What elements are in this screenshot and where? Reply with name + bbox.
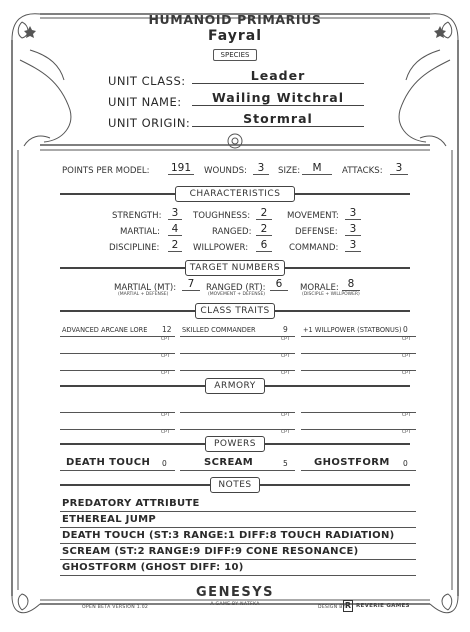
target-numbers-title: TARGET NUMBERS bbox=[185, 260, 285, 276]
class-trait-3-cost: 0 bbox=[403, 325, 408, 334]
class-trait-2-label: SKILLED COMMANDER bbox=[182, 326, 256, 334]
note-line[interactable]: DEATH TOUCH (ST:3 RANGE:1 DIFF:8 TOUCH RADIATION) bbox=[60, 529, 416, 544]
cpt-label: CPT bbox=[402, 413, 411, 418]
wounds-label: WOUNDS: bbox=[204, 166, 247, 176]
cpt-label: CPT bbox=[402, 371, 411, 376]
command-field[interactable]: 3 bbox=[345, 239, 361, 252]
discipline-field[interactable]: 2 bbox=[168, 239, 182, 252]
cpt-label: CPT bbox=[161, 354, 170, 359]
power-3-label: GHOSTFORM bbox=[314, 457, 390, 468]
note-line[interactable]: GHOSTFORM (GHOST DIFF: 10) bbox=[60, 561, 416, 576]
morale-field[interactable]: 8 bbox=[342, 278, 360, 291]
size-label: SIZE: bbox=[278, 166, 301, 176]
version-label: OPEN BETA VERSION 1.02 bbox=[82, 605, 149, 610]
powers-banner bbox=[60, 436, 410, 452]
movement-field[interactable]: 3 bbox=[345, 207, 361, 220]
class-traits-title: CLASS TRAITS bbox=[195, 303, 275, 319]
cpt-label: CPT bbox=[161, 371, 170, 376]
class-trait-row-line bbox=[180, 336, 295, 337]
class-trait-1-cost: 12 bbox=[162, 325, 172, 334]
class-trait-row-line bbox=[301, 370, 416, 371]
morale-label: MORALE: bbox=[300, 283, 339, 293]
publisher-name: REVERIE GAMES bbox=[356, 603, 410, 609]
character-name[interactable]: Fayral bbox=[207, 28, 263, 44]
ranged-tn-label: RANGED (RT): bbox=[206, 283, 266, 293]
power-row-line bbox=[60, 470, 175, 471]
target-numbers-banner bbox=[60, 260, 410, 276]
cpt-label: CPT bbox=[281, 354, 290, 359]
powers-title: POWERS bbox=[205, 436, 265, 452]
cpt-label: CPT bbox=[161, 337, 170, 342]
class-trait-1-label: ADVANCED ARCANE LORE bbox=[62, 326, 148, 334]
armory-banner bbox=[60, 378, 410, 394]
class-trait-row-line bbox=[301, 336, 416, 337]
cpt-label: CPT bbox=[281, 371, 290, 376]
cpt-label: CPT bbox=[281, 413, 290, 418]
attacks-field[interactable]: 3 bbox=[390, 162, 408, 175]
tagline: A GAME BY NATFKA bbox=[210, 602, 260, 607]
characteristics-title: CHARACTERISTICS bbox=[175, 186, 295, 202]
cpt-label: CPT bbox=[161, 413, 170, 418]
strength-label: STRENGTH: bbox=[112, 211, 162, 221]
armory-row-line bbox=[60, 429, 175, 430]
genesys-logo: GENESYS bbox=[196, 585, 274, 600]
willpower-label: WILLPOWER: bbox=[193, 243, 249, 253]
ranged-label: RANGED: bbox=[212, 227, 252, 237]
sheet-title: HUMANOID PRIMARIUS bbox=[148, 12, 322, 27]
unit-class-label: UNIT CLASS: bbox=[108, 74, 186, 88]
movement-label: MOVEMENT: bbox=[287, 211, 339, 221]
class-trait-2-cost: 9 bbox=[283, 325, 288, 334]
unit-origin-field[interactable]: Stormral bbox=[192, 111, 364, 127]
toughness-label: TOUGHNESS: bbox=[193, 211, 251, 221]
species-label: SPECIES bbox=[213, 49, 257, 61]
note-line[interactable]: ETHEREAL JUMP bbox=[60, 513, 416, 528]
martial-tn-formula: (MARTIAL + DEFENSE) bbox=[118, 292, 169, 297]
notes-title: NOTES bbox=[210, 477, 260, 493]
defense-field[interactable]: 3 bbox=[345, 223, 361, 236]
cpt-label: CPT bbox=[281, 337, 290, 342]
cpt-label: CPT bbox=[402, 354, 411, 359]
toughness-field[interactable]: 2 bbox=[256, 207, 272, 220]
unit-name-field[interactable]: Wailing Witchral bbox=[192, 90, 364, 106]
class-trait-row-line bbox=[180, 370, 295, 371]
cpt-label: CPT bbox=[402, 430, 411, 435]
morale-formula: (DISCIPLE + WILLPOWER) bbox=[302, 292, 360, 297]
class-trait-row-line bbox=[301, 353, 416, 354]
points-label: POINTS PER MODEL: bbox=[62, 166, 150, 176]
unit-class-field[interactable]: Leader bbox=[192, 68, 364, 84]
armory-row-line bbox=[180, 429, 295, 430]
class-trait-row-line bbox=[60, 370, 175, 371]
power-row-line bbox=[301, 470, 416, 471]
power-2-label: SCREAM bbox=[204, 457, 254, 468]
ranged-tn-field[interactable]: 6 bbox=[270, 278, 288, 291]
class-trait-row-line bbox=[60, 336, 175, 337]
martial-label: MARTIAL: bbox=[120, 227, 160, 237]
ranged-tn-formula: (MOVEMENT + DEFENSE) bbox=[208, 292, 266, 297]
armory-title: ARMORY bbox=[205, 378, 265, 394]
martial-tn-field[interactable]: 7 bbox=[182, 278, 200, 291]
cpt-label: CPT bbox=[281, 430, 290, 435]
notes-banner bbox=[60, 477, 410, 493]
armory-row-line bbox=[301, 412, 416, 413]
defense-label: DEFENSE: bbox=[295, 227, 338, 237]
cpt-label: CPT bbox=[402, 337, 411, 342]
characteristics-banner bbox=[60, 186, 410, 202]
armory-row-line bbox=[301, 429, 416, 430]
discipline-label: DISCIPLINE: bbox=[109, 243, 160, 253]
note-line[interactable]: SCREAM (ST:2 RANGE:9 DIFF:9 CONE RESONANCE) bbox=[60, 545, 416, 560]
power-2-value: 5 bbox=[283, 459, 288, 468]
ranged-field[interactable]: 2 bbox=[256, 223, 272, 236]
armory-row-line bbox=[60, 412, 175, 413]
attacks-label: ATTACKS: bbox=[342, 166, 383, 176]
power-1-label: DEATH TOUCH bbox=[66, 457, 151, 468]
armory-row-line bbox=[180, 412, 295, 413]
unit-name-label: UNIT NAME: bbox=[108, 95, 182, 109]
cpt-label: CPT bbox=[161, 430, 170, 435]
power-3-value: 0 bbox=[403, 459, 408, 468]
class-trait-row-line bbox=[180, 353, 295, 354]
size-field[interactable]: M bbox=[302, 162, 332, 175]
power-row-line bbox=[180, 470, 295, 471]
power-1-value: 0 bbox=[162, 459, 167, 468]
willpower-field[interactable]: 6 bbox=[256, 239, 272, 252]
strength-field[interactable]: 3 bbox=[168, 207, 182, 220]
martial-field[interactable]: 4 bbox=[168, 223, 182, 236]
points-field[interactable]: 191 bbox=[168, 162, 194, 175]
class-traits-banner bbox=[60, 303, 410, 319]
command-label: COMMAND: bbox=[289, 243, 339, 253]
class-trait-3-label: +1 WILLPOWER (STATBONUS) bbox=[303, 326, 402, 334]
wounds-field[interactable]: 3 bbox=[253, 162, 269, 175]
design-by-label: DESIGN BY bbox=[318, 605, 346, 610]
note-line[interactable]: PREDATORY ATTRIBUTE bbox=[60, 497, 416, 512]
reverie-logo-icon: R bbox=[344, 601, 352, 610]
unit-origin-label: UNIT ORIGIN: bbox=[108, 116, 191, 130]
class-trait-row-line bbox=[60, 353, 175, 354]
martial-tn-label: MARTIAL (MT): bbox=[114, 283, 177, 293]
